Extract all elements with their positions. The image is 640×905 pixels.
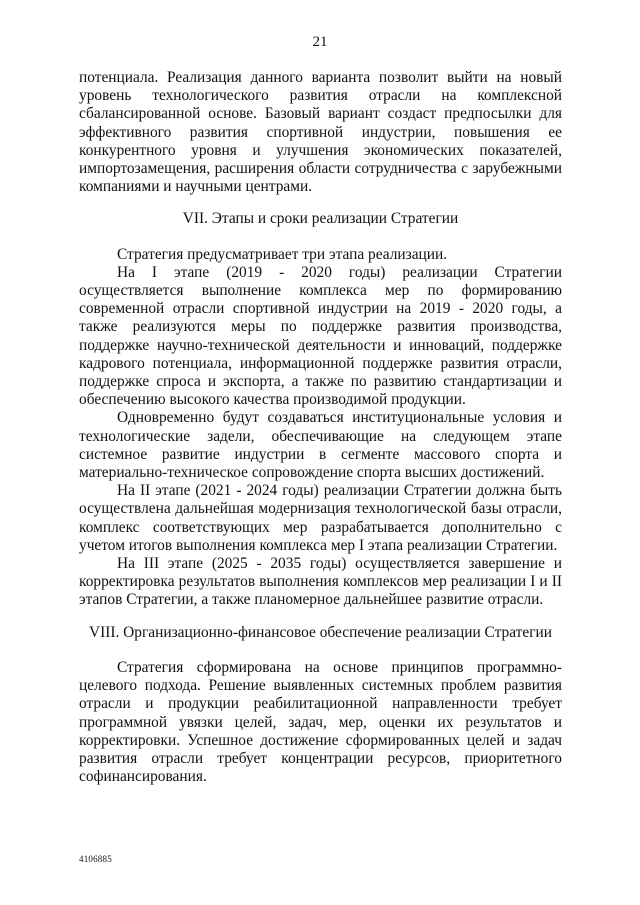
page-number: 21 <box>312 34 328 50</box>
paragraph: На I этапе (2019 - 2020 годы) реализации Стратегии осуществляется выполнение комплекса мер по формированию современной отрасли спортивной индустрии на 2019 - 2020 годы, а также реализуются меры по поддержке развития производства, поддержке научно-технической деятельности и инноваций, поддержке кадрового потенциала, информационной поддержке развития отрасли, поддержке спроса и экспорта, а также по развитию стандартизации и обеспечению высокого качества производимой продукции. <box>79 263 562 409</box>
paragraph-continuation: потенциала. Реализация данного варианта позволит выйти на новый уровень технологического развития отрасли на комплексной сбалансированной основе. Базовый вариант создаст предпосылки для эффективного развития спортивной индустрии, повышения ее конкурентного уровня и улучшения экономических показателей, импортозамещения, расширения области сотрудничества с зарубежными компаниями и научными центрами. <box>79 69 562 196</box>
paragraph: Стратегия сформирована на основе принципов программно-целевого подхода. Решение выявленных системных проблем развития отрасли и продукции реабилитационной направленности требует программной увязки целей, задач, мер, оценки их результатов и корректировки. Успешное достижение сформированных целей и задач развития отрасли требует концентрации ресурсов, приоритетного софинансирования. <box>79 658 562 786</box>
paragraph: Одновременно будут создаваться институциональные условия и технологические задели, обеспечивающие на следующем этапе системное развитие индустрии в сегменте массового спорта и материально-техническое сопровождение спорта высших достижений. <box>79 409 562 482</box>
document-body <box>79 69 562 786</box>
paragraph: На II этапе (2021 - 2024 годы) реализации Стратегии должна быть осуществлена дальнейшая модернизация технологической базы отрасли, комплекс соответствующих мер разрабатывается дополнительно с учетом итогов выполнения комплекса мер I этапа реализации Стратегии. <box>79 482 562 554</box>
section-heading-vii: VII. Этапы и сроки реализации Стратегии <box>182 210 459 228</box>
document-code: 4106885 <box>79 854 112 864</box>
section-heading-viii: VIII. Организационно-финансовое обеспечение реализации Стратегии <box>88 623 553 641</box>
paragraph: Стратегия предусматривает три этапа реализации. <box>117 245 448 263</box>
paragraph: На III этапе (2025 - 2035 годы) осуществляется завершение и корректировка результатов выполнения комплексов мер реализации I и II этапов Стратегии, а также планомерное дальнейшее развитие отрасли. <box>79 555 562 609</box>
